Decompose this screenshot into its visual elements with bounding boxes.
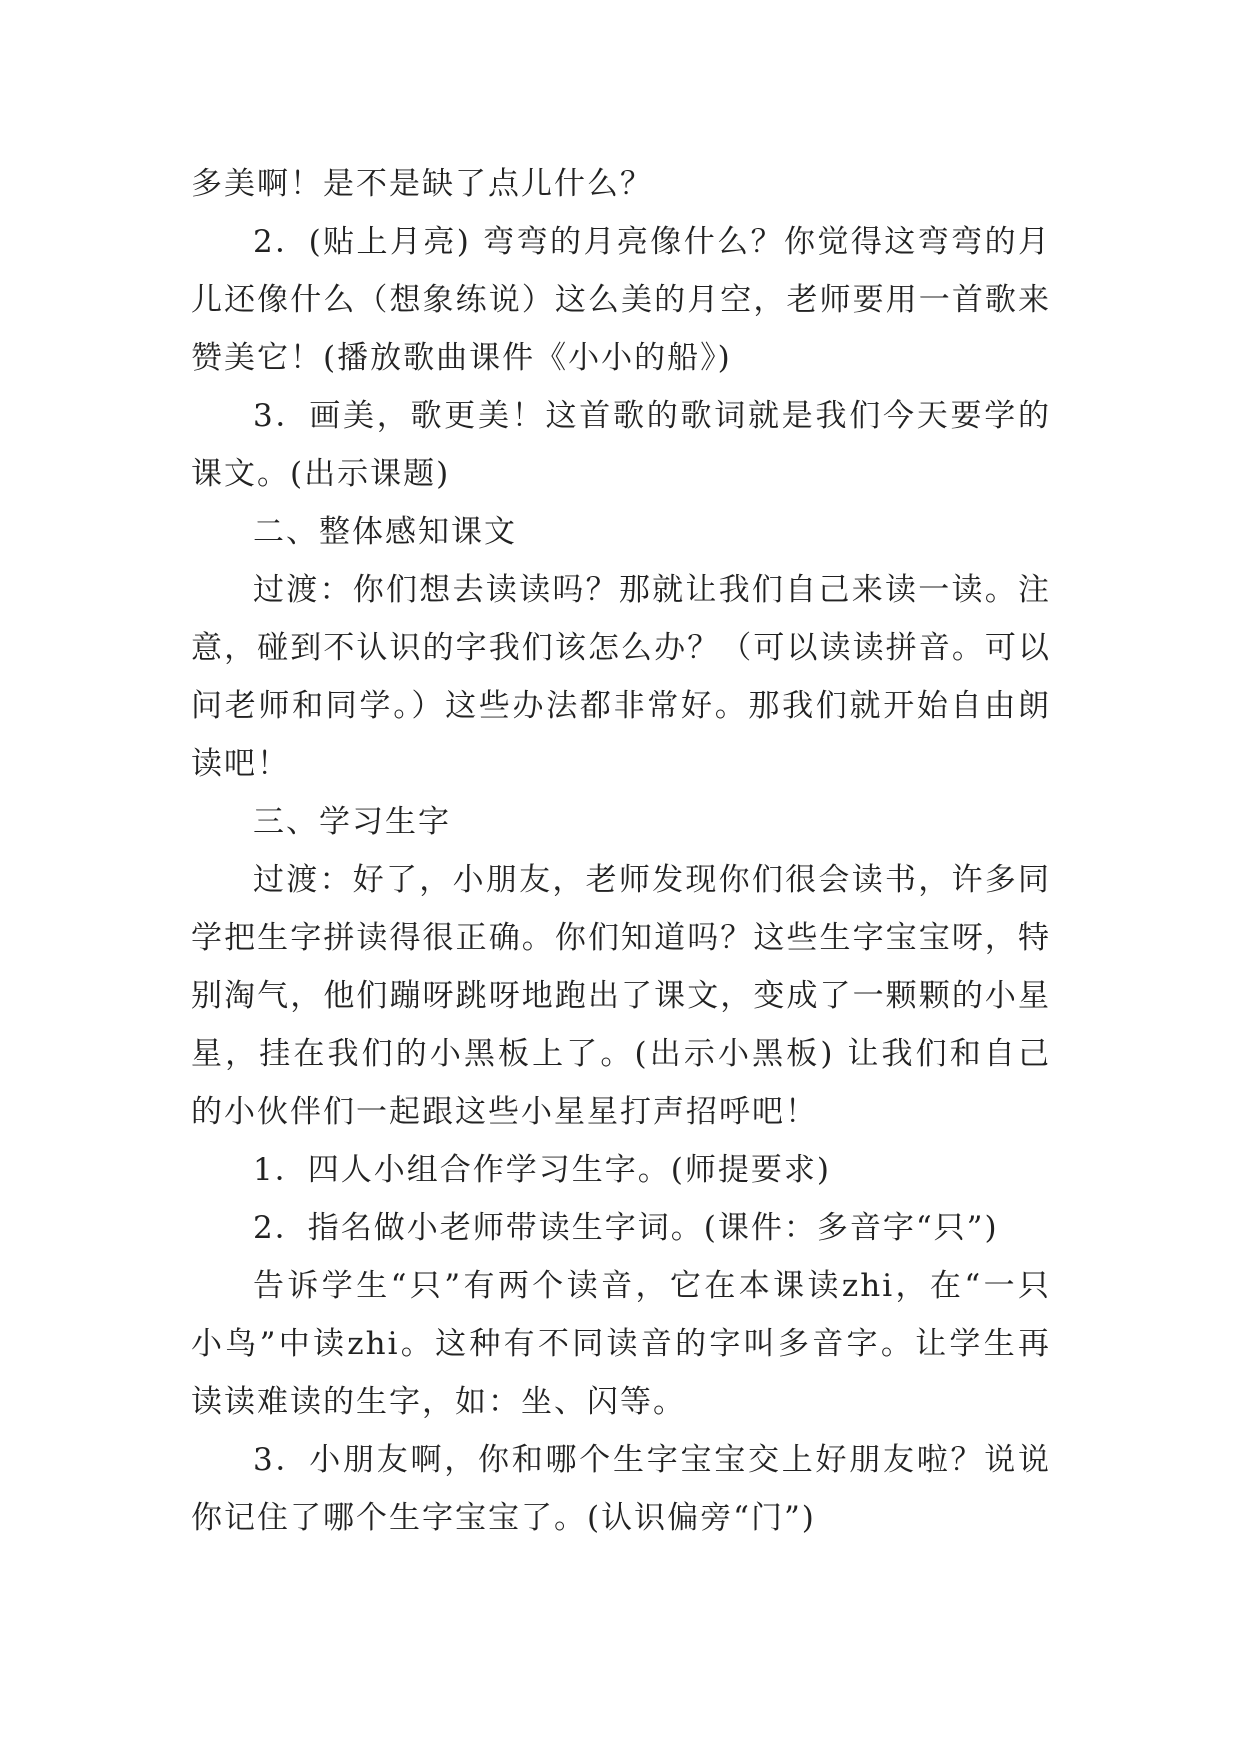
- section-heading-learn-characters: 三、学习生字: [253, 804, 451, 840]
- paragraph-step-2-lead-reading: 2．指名做小老师带读生字词。(课件：多音字“只”): [253, 1210, 999, 1246]
- paragraph-transition-reading: 过渡：你们想去读读吗？那就让我们自己来读一读。注意，碰到不认识的字我们该怎么办？（可以读读拼音。可以问老师和同学。）这些办法都非常好。那我们就开始自由朗读吧！: [191, 572, 1051, 782]
- paragraph-step-3-title: 3．画美，歌更美！这首歌的歌词就是我们今天要学的课文。(出示课题): [191, 398, 1051, 492]
- paragraph-step-1-group: 1．四人小组合作学习生字。(师提要求): [253, 1152, 831, 1188]
- paragraph-step-2-moon: 2．(贴上月亮) 弯弯的月亮像什么？你觉得这弯弯的月儿还像什么（想象练说）这么美的月空，老师要用一首歌来赞美它！(播放歌曲课件《小小的船》): [191, 224, 1051, 376]
- paragraph-step-3-friends: 3．小朋友啊，你和哪个生字宝宝交上好朋友啦？说说你记住了哪个生字宝宝了。(认识偏旁“门”): [191, 1442, 1051, 1536]
- document-body: [191, 155, 1051, 1547]
- paragraph-polyphone-explanation: 告诉学生“只”有两个读音，它在本课读zhi，在“一只小鸟”中读zhi。这种有不同读音的字叫多音字。让学生再读读难读的生字，如：坐、闪等。: [191, 1268, 1051, 1420]
- paragraph-continuation: 多美啊！是不是缺了点儿什么？: [191, 166, 653, 202]
- section-heading-overall-perception: 二、整体感知课文: [253, 514, 517, 550]
- paragraph-transition-characters: 过渡：好了，小朋友，老师发现你们很会读书，许多同学把生字拼读得很正确。你们知道吗？这些生字宝宝呀，特别淘气，他们蹦呀跳呀地跑出了课文，变成了一颗颗的小星星，挂在我们的小黑板上了。(出示小黑板) 让我们和自己的小伙伴们一起跟这些小星星打声招呼吧！: [191, 862, 1051, 1130]
